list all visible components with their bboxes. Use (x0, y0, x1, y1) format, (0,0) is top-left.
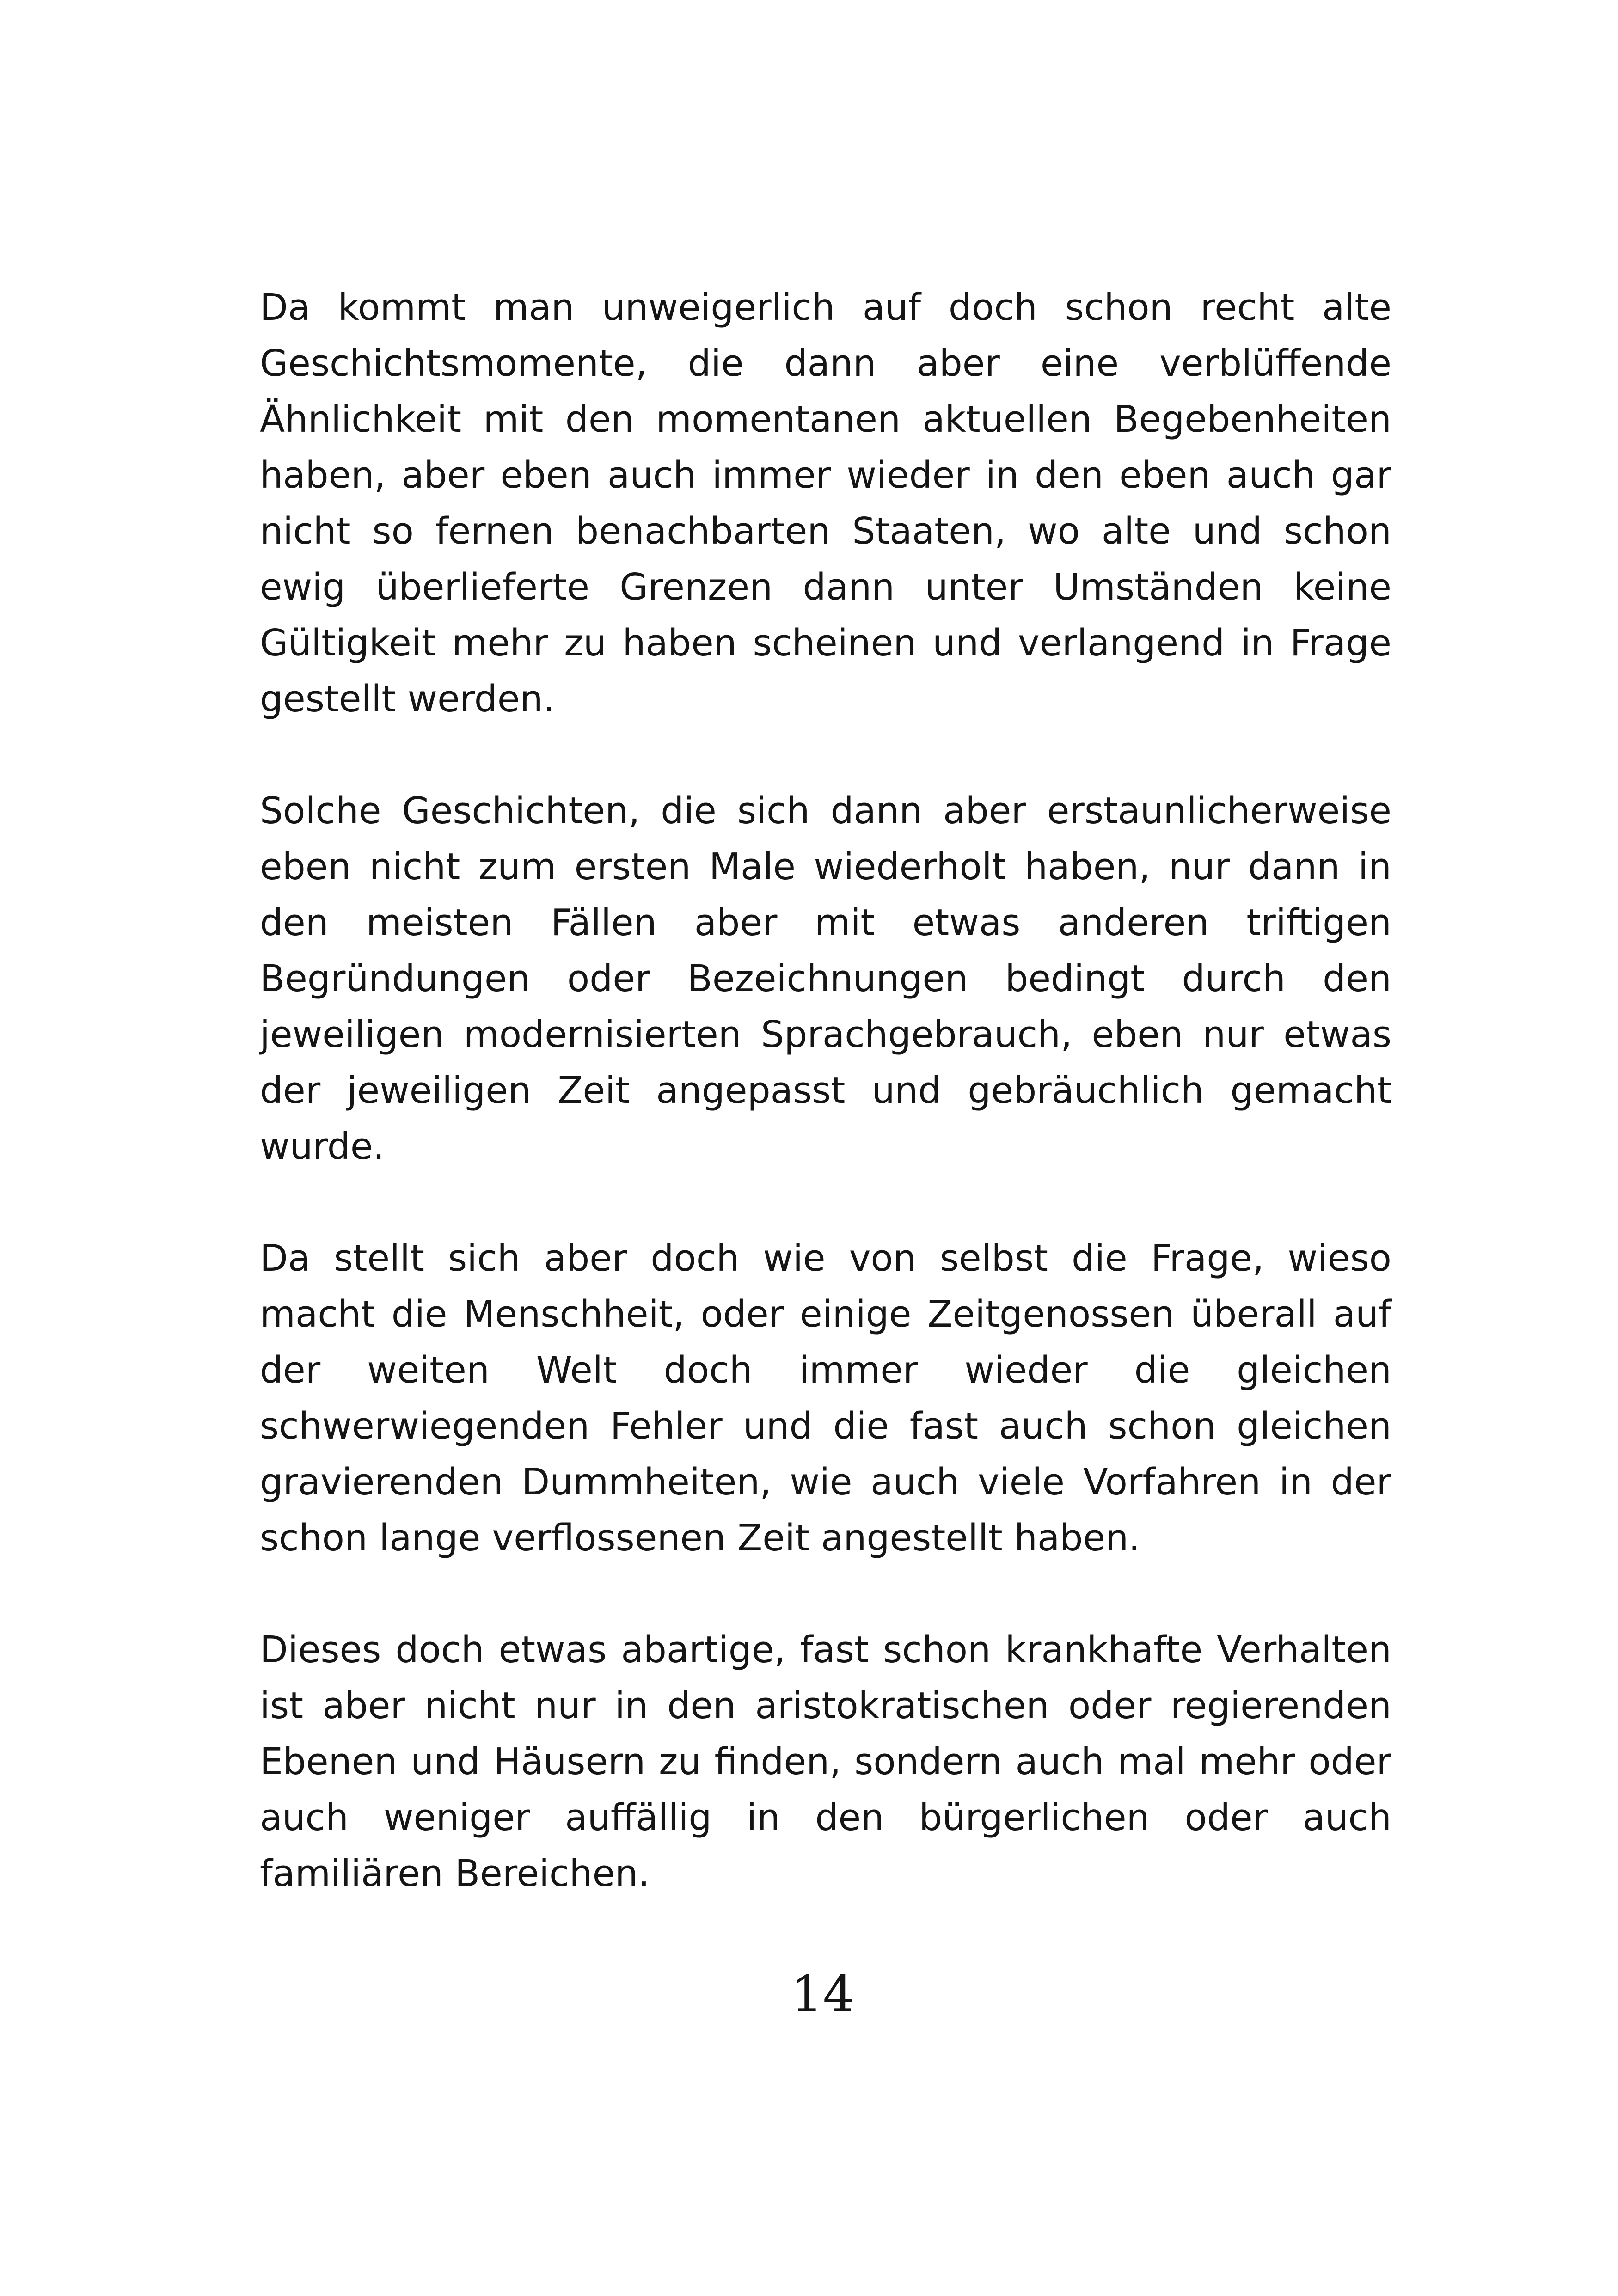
body-text (260, 280, 1391, 1902)
page-number: 14 (791, 1965, 855, 2023)
paragraph-1: Da kommt man unweigerlich auf doch schon recht alte Geschichtsmomente, die dann aber eine verblüffende Ähnlichkeit mit den momentanen aktuellen Begebenheiten haben, aber eben auch immer wieder in den eben auch gar nicht so fernen benachbarten Staaten, wo alte und schon ewig überlieferte Grenzen dann unter Umständen keine Gültigkeit mehr zu haben scheinen und verlangend in Frage gestellt werden. (260, 286, 1391, 720)
paragraph-2: Solche Geschichten, die sich dann aber erstaunlicherweise eben nicht zum ersten Male wiederholt haben, nur dann in den meisten Fällen aber mit etwas anderen triftigen Begründungen oder Bezeichnungen bedingt durch den jeweiligen modernisierten Sprachgebrauch, eben nur etwas der jeweiligen Zeit angepasst und gebräuchlich gemacht wurde. (260, 790, 1391, 1168)
paragraph-3: Da stellt sich aber doch wie von selbst die Frage, wieso macht die Menschheit, oder einige Zeitgenossen überall auf der weiten Welt doch immer wieder die gleichen schwerwiegenden Fehler und die fast auch schon gleichen gravierenden Dummheiten, wie auch viele Vorfahren in der schon lange verflossenen Zeit angestellt haben. (260, 1237, 1391, 1559)
paragraph-4: Dieses doch etwas abartige, fast schon krankhafte Verhalten ist aber nicht nur in den aristokratischen oder regierenden Ebenen und Häusern zu finden, sondern auch mal mehr oder auch weniger auffällig in den bürgerlichen oder auch familiären Bereichen. (260, 1629, 1391, 1895)
